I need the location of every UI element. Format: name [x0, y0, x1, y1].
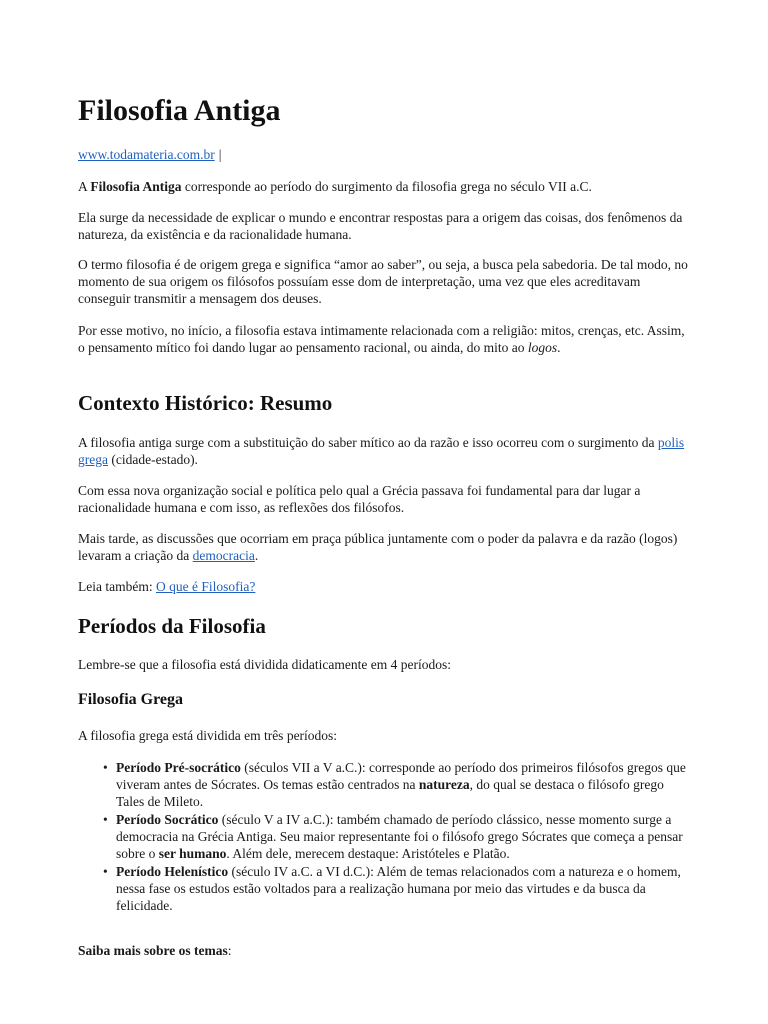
intro-p4-italic: logos: [527, 340, 558, 355]
leia-tambem: [78, 578, 693, 595]
intro-paragraph-3: O termo filosofia é de origem grega e significa “amor ao saber”, ou seja, a busca pela sabedoria. De tal modo, no momento de sua origem os filósofos possuíam esse dom de interpretação, uma vez que eles acreditavam conseguir transmitir a mensagem dos deuses.: [78, 257, 688, 306]
leia-tambem-label: Leia também:: [78, 579, 156, 594]
period-highlight: natureza: [418, 777, 470, 792]
o-que-e-filosofia-link[interactable]: O que é Filosofia?: [155, 579, 256, 594]
bullet: •: [103, 760, 108, 775]
intro-paragraph-2: Ela surge da necessidade de explicar o mundo e encontrar respostas para a origem das coisas, dos fenômenos da natureza, da existência e da racionalidade humana.: [78, 210, 683, 242]
periodos-heading: Períodos da Filosofia: [78, 614, 266, 638]
contexto-p3-pre: Mais tarde, as discussões que ocorriam em praça pública juntamente com o poder da palavra e da razão (logos) levaram a criação da: [78, 531, 678, 563]
polis-grega-link[interactable]: polis grega: [78, 435, 685, 467]
filosofia-grega-heading: Filosofia Grega: [78, 691, 184, 708]
contexto-paragraph-3: [78, 530, 693, 564]
period-text: (século IV a.C. a VI d.C.): Além de temas relacionados com a natureza e o homem, nessa fase os estudos estão voltados para a realização humana por meio das virtudes e da busca da felicidade.: [116, 864, 681, 913]
contexto-paragraph-1: [78, 434, 693, 468]
period-text-end: , do qual se destaca o filósofo grego Tales de Mileto.: [116, 777, 664, 809]
list-item: [103, 863, 694, 914]
period-highlight: ser humano: [158, 846, 227, 861]
periodos-paragraph-2: A filosofia grega está dividida em três períodos:: [78, 728, 338, 743]
saiba-mais-label: Saiba mais sobre os temas: [78, 943, 228, 958]
bullet: •: [103, 864, 108, 879]
period-name: Período Helenístico: [116, 864, 229, 879]
period-name: Período Pré-socrático: [116, 760, 241, 775]
periodos-paragraph-1: Lembre-se que a filosofia está dividida didaticamente em 4 períodos:: [78, 657, 451, 672]
list-item: [103, 759, 694, 810]
source-line: [78, 146, 693, 163]
contexto-p1-pre: A filosofia antiga surge com a substituição do saber mítico ao da razão e isso ocorreu com o surgimento da: [78, 435, 658, 450]
contexto-paragraph-2: Com essa nova organização social e política pelo qual a Grécia passava foi fundamental para dar lugar a racionalidade humana e com isso, as reflexões dos filósofos.: [78, 483, 641, 515]
period-text: (séculos VII a V a.C.): corresponde ao período dos primeiros filósofos gregos que viveram antes de Sócrates. Os temas estão centrados na: [116, 760, 686, 792]
saiba-mais: [78, 942, 693, 959]
contexto-p1-post: (cidade-estado).: [107, 452, 198, 467]
intro-p4-post: .: [557, 340, 561, 355]
list-item: [103, 811, 694, 862]
intro-paragraph-1: [78, 178, 693, 195]
period-name: Período Socrático: [116, 812, 219, 827]
contexto-heading: Contexto Histórico: Resumo: [78, 391, 333, 415]
intro-p1-bold: Filosofia Antiga: [90, 179, 182, 194]
bullet: •: [103, 812, 108, 827]
democracia-link[interactable]: democracia: [192, 548, 255, 563]
periods-list: [78, 759, 694, 915]
intro-paragraph-4: [78, 322, 693, 356]
period-text-end: . Além dele, merecem destaque: Aristóteles e Platão.: [226, 846, 510, 861]
saiba-mais-colon: :: [227, 943, 232, 958]
source-separator: |: [218, 147, 222, 162]
intro-p1-post: corresponde ao período do surgimento da filosofia grega no século VII a.C.: [181, 179, 592, 194]
period-text: (século V a IV a.C.): também chamado de período clássico, nesse momento surge a democracia na Grécia Antiga. Seu maior representante foi o filósofo grego Sócrates que começa a pensar sobre o: [116, 812, 683, 861]
contexto-p3-post: .: [254, 548, 259, 563]
intro-p4-pre: Por esse motivo, no início, a filosofia estava intimamente relacionada com a religião: mitos, crenças, etc. Assim, o pensamento mítico foi dando lugar ao pensamento racional, ou ainda, do mito ao: [78, 323, 685, 355]
intro-p1-pre: A: [78, 179, 91, 194]
source-link[interactable]: www.todamateria.com.br: [78, 147, 215, 162]
page-title: Filosofia Antiga: [78, 94, 281, 127]
